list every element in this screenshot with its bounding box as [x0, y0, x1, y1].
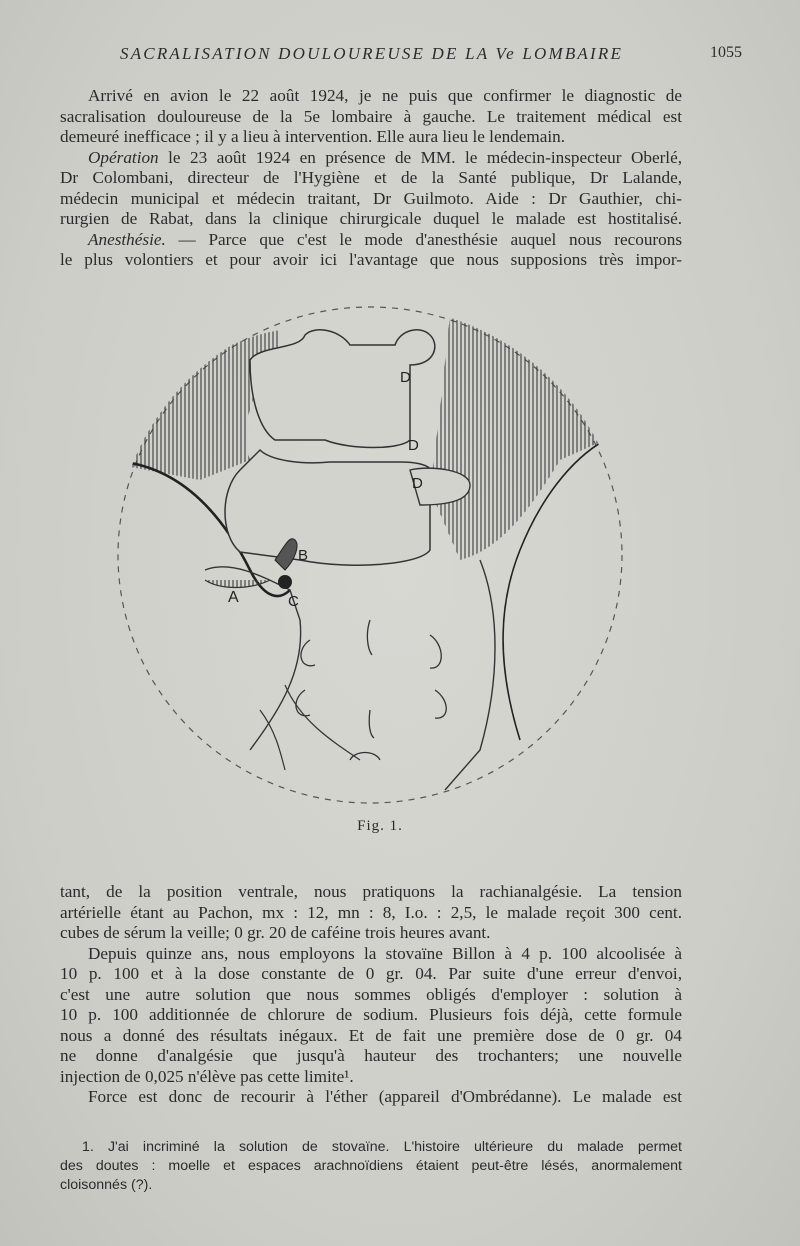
- text-line: injection de 0,025 n'élève pas cette limite¹.: [60, 1066, 354, 1086]
- text-line: le plus volontiers et pour avoir ici l'avantage que nous supposions très impor-: [60, 250, 682, 269]
- footnote-line: des doutes : moelle et espaces arachnoïdiens étaient peut-être lésés, anormalement: [60, 1158, 682, 1174]
- text-line: [60, 148, 682, 169]
- figure-lumbosacral-drawing: [100, 290, 640, 810]
- text-line-rest: le 23 août 1924 en présence de MM. le médecin-inspecteur Oberlé,: [168, 147, 682, 167]
- label-b: B: [298, 547, 309, 564]
- text-line: c'est une autre solution que nous sommes obligés d'employer : solution à: [60, 984, 682, 1004]
- text-line: cubes de sérum la veille; 0 gr. 20 de caféine trois heures avant.: [60, 923, 491, 942]
- label-a: A: [228, 589, 239, 606]
- italic-lead-anesthesie: Anesthésie.: [88, 229, 166, 249]
- text-line: rurgien de Rabat, dans la clinique chirurgicale duquel le malade est hostitalisé.: [60, 209, 682, 228]
- text-line: ne donne d'analgésie que jusqu'à hauteur des trochanters; une nouvelle: [60, 1046, 682, 1065]
- text-line: artérielle étant au Pachon, mx : 12, mn : 8, I.o. : 2,5, le malade reçoit 300 cent.: [60, 902, 682, 922]
- label-d-lower: D: [412, 475, 423, 492]
- footnote-line: 1. J'ai incriminé la solution de stovaïne. L'histoire ultérieure du malade permet: [82, 1139, 682, 1155]
- nerve-lines: [260, 685, 360, 770]
- label-c: C: [288, 593, 299, 610]
- text-line: demeuré inefficace ; il y a lieu à intervention. Elle aura lieu le lendemain.: [60, 127, 566, 146]
- footnote: [60, 1138, 682, 1195]
- text-line: [60, 230, 682, 251]
- anatomical-drawing: [100, 290, 640, 810]
- paragraph-bottom: [60, 882, 682, 1108]
- lesion-c: [278, 575, 292, 589]
- sacral-foramina: [296, 620, 446, 760]
- text-line-rest: — Parce que c'est le mode d'anesthésie auquel nous recourons: [178, 229, 683, 249]
- text-line: tant, de la position ventrale, nous pratiquons la rachianalgésie. La tension: [60, 882, 682, 901]
- sacrum-outline: [205, 560, 495, 790]
- text-line: Dr Colombani, directeur de l'Hygiène et de la Santé publique, Dr Lalande,: [60, 168, 682, 187]
- text-line: 10 p. 100 additionnée de chlorure de sodium. Plusieurs fois déjà, cette formule: [60, 1005, 682, 1024]
- text-line: 10 p. 100 et à la dose constante de 0 gr. 04. Par suite d'une erreur d'envoi,: [60, 964, 682, 983]
- label-d-middle: D: [408, 437, 419, 454]
- text-line: sacralisation douloureuse de la 5e lombaire à gauche. Le traitement médical est: [60, 106, 682, 126]
- figure-caption: Fig. 1.: [357, 818, 403, 834]
- running-head: [60, 44, 742, 70]
- vertebra-l5: [225, 450, 434, 565]
- text-line: nous a donné des résultats inégaux. Et de fait une première dose de 0 gr. 04: [60, 1025, 682, 1045]
- label-d-upper: D: [400, 369, 411, 386]
- text-line: Arrivé en avion le 22 août 1924, je ne puis que confirmer le diagnostic de: [88, 86, 682, 105]
- text-line: Depuis quinze ans, nous employons la stovaïne Billon à 4 p. 100 alcoolisée à: [88, 943, 682, 963]
- hatched-region-right: [430, 315, 605, 560]
- text-line: Force est donc de recourir à l'éther (appareil d'Ombrédanne). Le malade est: [88, 1087, 682, 1106]
- running-title: SACRALISATION DOULOUREUSE DE LA Ve LOMBAIRE: [120, 44, 624, 63]
- page-number: 1055: [710, 44, 742, 61]
- footnote-line: cloisonnés (?).: [60, 1177, 153, 1193]
- text-line: médecin municipal et médecin traitant, Dr Guilmoto. Aide : Dr Gauthier, chi-: [60, 188, 682, 208]
- italic-lead-operation: Opération: [88, 147, 159, 167]
- paragraph-top: [60, 86, 682, 271]
- vertebra-l4: [250, 330, 435, 448]
